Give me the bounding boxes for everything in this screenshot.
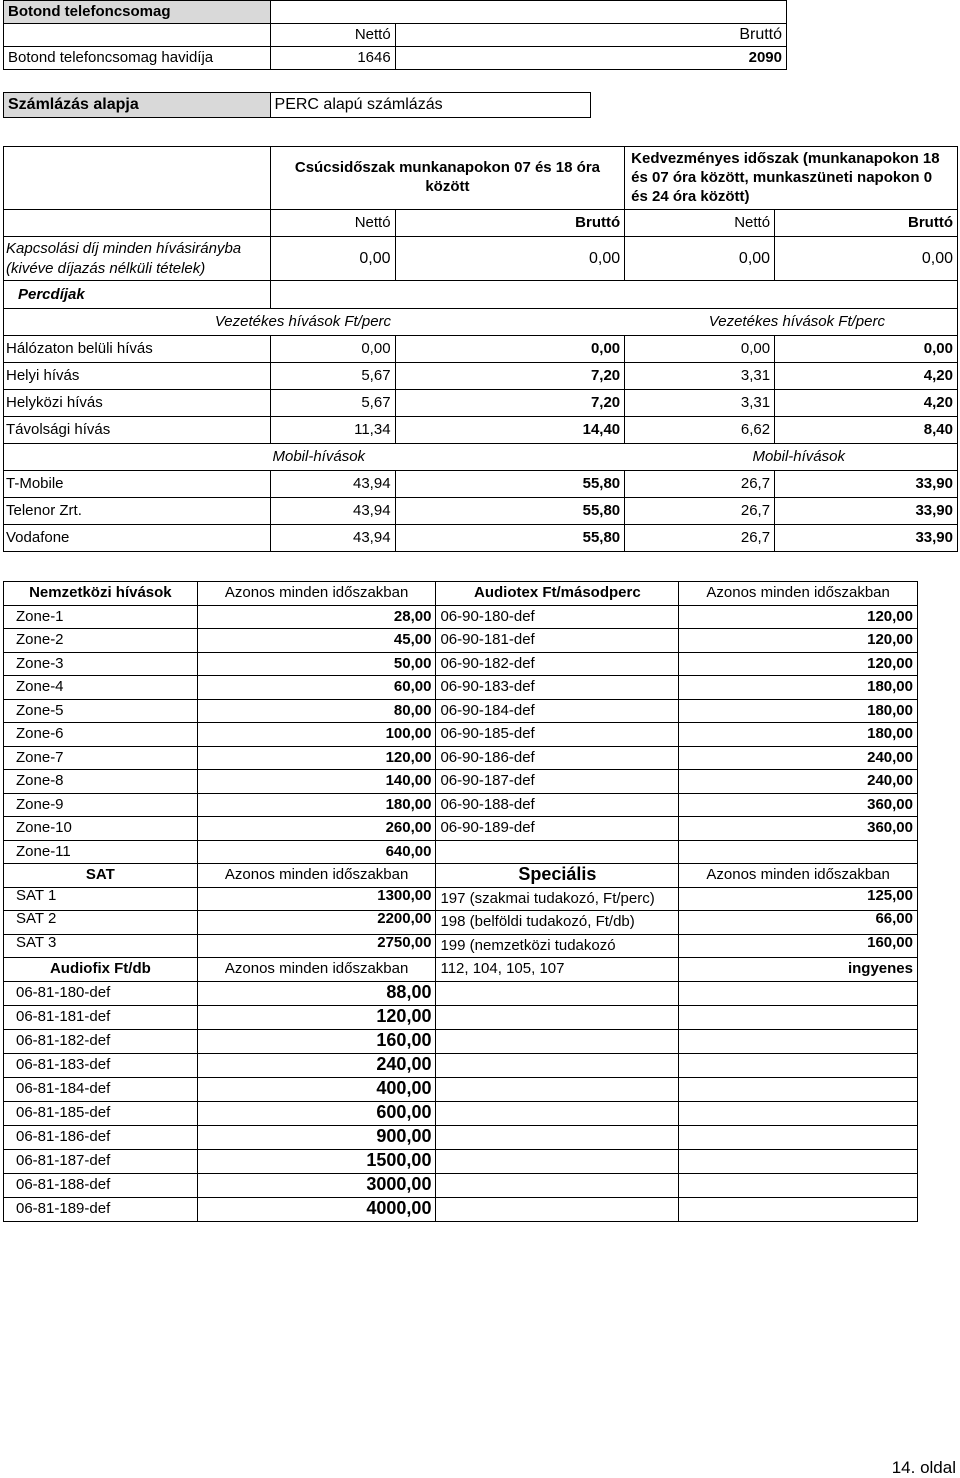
rate-row-label: Hálózaton belüli hívás — [4, 336, 271, 363]
peak-period-header: Csúcsidőszak munkanapokon 07 és 18 óra között — [270, 147, 624, 210]
rate-value: 4,20 — [775, 363, 958, 390]
audiotex-number — [436, 840, 679, 864]
intl-zone-row — [4, 840, 918, 864]
special-service: 197 (szakmai tudakozó, Ft/perc) — [436, 887, 679, 911]
rate-row-label: Helyi hívás — [4, 363, 271, 390]
empty-cell — [436, 1125, 679, 1149]
package-table — [3, 0, 787, 70]
rate-value: 3,31 — [625, 390, 775, 417]
sat-name: SAT 2 — [4, 911, 198, 935]
intl-header-4: Azonos minden időszakban — [679, 582, 918, 606]
billing-row — [4, 93, 591, 118]
wired-section-row — [4, 309, 958, 336]
mobile-section-row — [4, 444, 958, 471]
rate-value: 0,00 — [395, 336, 625, 363]
package-header-row — [4, 24, 787, 47]
wired-rate-row — [4, 417, 958, 444]
audiotex-number: 06-90-182-def — [436, 652, 679, 676]
mobile-section-label-offpeak: Mobil-hívások — [625, 444, 958, 471]
audiotex-number: 06-90-188-def — [436, 793, 679, 817]
rate-value: 26,7 — [625, 471, 775, 498]
audiofix-price: 600,00 — [197, 1101, 436, 1125]
audiotex-price: 120,00 — [679, 652, 918, 676]
audiofix-number: 06-81-186-def — [4, 1125, 198, 1149]
special-service: 199 (nemzetközi tudakozó — [436, 934, 679, 958]
intl-zone-row — [4, 746, 918, 770]
mobile-rate-row — [4, 498, 958, 525]
rate-row-label: Távolsági hívás — [4, 417, 271, 444]
audiofix-price: 3000,00 — [197, 1173, 436, 1197]
sat-row — [4, 911, 918, 935]
sat-header-3: Speciális — [436, 864, 679, 888]
audiofix-price: 160,00 — [197, 1029, 436, 1053]
rate-value: 3,31 — [625, 363, 775, 390]
empty-cell — [436, 1005, 679, 1029]
intl-header-3: Audiotex Ft/másodperc — [436, 582, 679, 606]
package-fee-row — [4, 47, 787, 70]
audiofix-number: 06-81-185-def — [4, 1101, 198, 1125]
audiofix-row — [4, 1149, 918, 1173]
empty-cell — [679, 1053, 918, 1077]
zone-name: Zone-11 — [4, 840, 198, 864]
audiofix-number: 06-81-180-def — [4, 981, 198, 1005]
zone-price: 80,00 — [197, 699, 436, 723]
audiofix-header-4: ingyenes — [679, 958, 918, 982]
rate-value: 7,20 — [395, 390, 625, 417]
rate-value: 6,62 — [625, 417, 775, 444]
billing-table — [3, 92, 591, 118]
rate-value: 4,20 — [775, 390, 958, 417]
connect-fee-label: Kapcsolási díj minden hívásirányba (kivéve díjazás nélküli tételek) — [4, 237, 271, 281]
intl-zone-row — [4, 652, 918, 676]
rate-value: 33,90 — [775, 471, 958, 498]
zone-price: 100,00 — [197, 723, 436, 747]
mobile-section-label-peak: Mobil-hívások — [4, 444, 396, 471]
rate-value: 0,00 — [270, 336, 395, 363]
percdijak-label: Percdíjak — [4, 281, 271, 309]
offpeak-period-header: Kedvezményes időszak (munkanapokon 18 és 07 óra között, munkaszüneti napokon 0 és 24 óra között) — [625, 147, 958, 210]
audiotex-price — [679, 840, 918, 864]
zone-price: 180,00 — [197, 793, 436, 817]
audiotex-number: 06-90-187-def — [436, 770, 679, 794]
zone-name: Zone-3 — [4, 652, 198, 676]
zone-price: 140,00 — [197, 770, 436, 794]
audiofix-row — [4, 1029, 918, 1053]
empty-cell — [679, 1197, 918, 1221]
audiofix-price: 88,00 — [197, 981, 436, 1005]
sat-header-4: Azonos minden időszakban — [679, 864, 918, 888]
rate-value: 7,20 — [395, 363, 625, 390]
audiofix-price: 400,00 — [197, 1077, 436, 1101]
wired-rate-row — [4, 336, 958, 363]
netto-brutto-row — [4, 210, 958, 237]
rate-value: 43,94 — [270, 525, 395, 552]
intl-zone-row — [4, 629, 918, 653]
package-fee-netto: 1646 — [270, 47, 395, 70]
wired-rate-row — [4, 390, 958, 417]
special-price: 66,00 — [679, 911, 918, 935]
audiofix-row — [4, 981, 918, 1005]
audiotex-number: 06-90-185-def — [436, 723, 679, 747]
audiofix-row — [4, 1005, 918, 1029]
audiofix-number: 06-81-184-def — [4, 1077, 198, 1101]
rate-value: 33,90 — [775, 498, 958, 525]
empty-cell — [436, 1173, 679, 1197]
audiofix-row — [4, 1125, 918, 1149]
zone-price: 50,00 — [197, 652, 436, 676]
package-title-row — [4, 1, 787, 24]
wired-section-label-peak: Vezetékes hívások Ft/perc — [4, 309, 396, 336]
zone-price: 45,00 — [197, 629, 436, 653]
audiofix-price: 120,00 — [197, 1005, 436, 1029]
audiotex-price: 180,00 — [679, 723, 918, 747]
package-netto-header: Nettó — [270, 24, 395, 47]
zone-name: Zone-1 — [4, 605, 198, 629]
empty-cell — [679, 1101, 918, 1125]
zone-name: Zone-5 — [4, 699, 198, 723]
mobile-rows — [4, 471, 958, 552]
audiotex-price: 120,00 — [679, 629, 918, 653]
audiotex-number: 06-90-189-def — [436, 817, 679, 841]
zone-price: 640,00 — [197, 840, 436, 864]
intl-zone-row — [4, 770, 918, 794]
audiofix-header-1: Audiofix Ft/db — [4, 958, 198, 982]
mobile-rate-row — [4, 471, 958, 498]
intl-rows — [4, 605, 918, 864]
billing-label: Számlázás alapja — [4, 93, 271, 118]
col-netto-offpeak: Nettó — [625, 210, 775, 237]
audiotex-number: 06-90-186-def — [436, 746, 679, 770]
package-fee-label: Botond telefoncsomag havidíja — [4, 47, 271, 70]
intl-zone-row — [4, 699, 918, 723]
audiofix-row — [4, 1053, 918, 1077]
audiofix-number: 06-81-189-def — [4, 1197, 198, 1221]
connect-fee-value: 0,00 — [775, 237, 958, 281]
audiotex-price: 240,00 — [679, 770, 918, 794]
zone-name: Zone-8 — [4, 770, 198, 794]
rate-value: 55,80 — [395, 498, 625, 525]
intl-zone-row — [4, 817, 918, 841]
sat-row — [4, 887, 918, 911]
special-price: 125,00 — [679, 887, 918, 911]
empty-cell — [679, 1029, 918, 1053]
rate-value: 55,80 — [395, 471, 625, 498]
audiofix-price: 4000,00 — [197, 1197, 436, 1221]
audiofix-header-2: Azonos minden időszakban — [197, 958, 436, 982]
rate-value: 0,00 — [625, 336, 775, 363]
intl-zone-row — [4, 793, 918, 817]
sat-header-row — [4, 864, 918, 888]
col-netto-peak: Nettó — [270, 210, 395, 237]
audiotex-price: 360,00 — [679, 793, 918, 817]
audiotex-price: 120,00 — [679, 605, 918, 629]
empty-cell — [436, 1101, 679, 1125]
zone-name: Zone-4 — [4, 676, 198, 700]
zone-name: Zone-7 — [4, 746, 198, 770]
tariff-table — [3, 146, 958, 552]
empty-cell — [679, 1077, 918, 1101]
rate-value: 55,80 — [395, 525, 625, 552]
audiofix-price: 1500,00 — [197, 1149, 436, 1173]
empty-cell — [436, 1149, 679, 1173]
empty-cell — [679, 981, 918, 1005]
rate-value: 26,7 — [625, 525, 775, 552]
intl-zone-row — [4, 723, 918, 747]
package-title: Botond telefoncsomag — [4, 1, 271, 24]
empty-cell — [436, 1029, 679, 1053]
rate-value: 43,94 — [270, 471, 395, 498]
rate-value: 33,90 — [775, 525, 958, 552]
sat-price: 2750,00 — [197, 934, 436, 958]
sat-rows — [4, 887, 918, 958]
rate-value: 11,34 — [270, 417, 395, 444]
empty-cell — [436, 1197, 679, 1221]
audiofix-number: 06-81-181-def — [4, 1005, 198, 1029]
zone-name: Zone-2 — [4, 629, 198, 653]
rate-value: 8,40 — [775, 417, 958, 444]
audiofix-header-3: 112, 104, 105, 107 — [436, 958, 679, 982]
audiofix-header-row — [4, 958, 918, 982]
rate-value: 5,67 — [270, 390, 395, 417]
sat-header-2: Azonos minden időszakban — [197, 864, 436, 888]
connect-fee-row — [4, 237, 958, 281]
page-number: 14. oldal — [891, 1458, 956, 1477]
zone-price: 260,00 — [197, 817, 436, 841]
intl-zone-row — [4, 676, 918, 700]
special-price: 160,00 — [679, 934, 918, 958]
period-header-row — [4, 147, 958, 210]
audiofix-number: 06-81-182-def — [4, 1029, 198, 1053]
empty-cell — [679, 1149, 918, 1173]
connect-fee-value: 0,00 — [625, 237, 775, 281]
audiofix-number: 06-81-187-def — [4, 1149, 198, 1173]
zone-name: Zone-9 — [4, 793, 198, 817]
sat-header-1: SAT — [4, 864, 198, 888]
zone-price: 28,00 — [197, 605, 436, 629]
empty-cell — [679, 1125, 918, 1149]
audiofix-number: 06-81-188-def — [4, 1173, 198, 1197]
rate-value: 43,94 — [270, 498, 395, 525]
rate-value: 5,67 — [270, 363, 395, 390]
empty-cell — [436, 1077, 679, 1101]
zone-price: 60,00 — [197, 676, 436, 700]
audiotex-price: 180,00 — [679, 699, 918, 723]
connect-fee-value: 0,00 — [270, 237, 395, 281]
percdijak-row — [4, 281, 958, 309]
audiofix-number: 06-81-183-def — [4, 1053, 198, 1077]
audiofix-row — [4, 1077, 918, 1101]
wired-rows — [4, 336, 958, 444]
mobile-rate-row — [4, 525, 958, 552]
audiofix-rows — [4, 981, 918, 1221]
zone-name: Zone-6 — [4, 723, 198, 747]
sat-price: 1300,00 — [197, 887, 436, 911]
empty-cell — [679, 1005, 918, 1029]
sat-name: SAT 3 — [4, 934, 198, 958]
rate-value: 26,7 — [625, 498, 775, 525]
empty-cell — [679, 1173, 918, 1197]
audiofix-price: 900,00 — [197, 1125, 436, 1149]
package-fee-brutto: 2090 — [395, 47, 786, 70]
audiotex-price: 180,00 — [679, 676, 918, 700]
special-service: 198 (belföldi tudakozó, Ft/db) — [436, 911, 679, 935]
zone-name: Zone-10 — [4, 817, 198, 841]
audiotex-number: 06-90-181-def — [436, 629, 679, 653]
intl-zone-row — [4, 605, 918, 629]
audiofix-row — [4, 1173, 918, 1197]
rate-row-label: Vodafone — [4, 525, 271, 552]
audiotex-number: 06-90-184-def — [436, 699, 679, 723]
sat-price: 2200,00 — [197, 911, 436, 935]
col-brutto-peak: Bruttó — [395, 210, 625, 237]
billing-value: PERC alapú számlázás — [270, 93, 590, 118]
rate-value: 0,00 — [775, 336, 958, 363]
sat-row — [4, 934, 918, 958]
audiofix-price: 240,00 — [197, 1053, 436, 1077]
connect-fee-value: 0,00 — [395, 237, 625, 281]
wired-rate-row — [4, 363, 958, 390]
empty-cell — [436, 981, 679, 1005]
intl-header-2: Azonos minden időszakban — [197, 582, 436, 606]
audiotex-number: 06-90-180-def — [436, 605, 679, 629]
rate-value: 14,40 — [395, 417, 625, 444]
package-brutto-header: Bruttó — [395, 24, 786, 47]
col-brutto-offpeak: Bruttó — [775, 210, 958, 237]
empty-cell — [436, 1053, 679, 1077]
international-table — [3, 581, 918, 1222]
zone-price: 120,00 — [197, 746, 436, 770]
sat-name: SAT 1 — [4, 887, 198, 911]
audiofix-row — [4, 1197, 918, 1221]
intl-header-1: Nemzetközi hívások — [4, 582, 198, 606]
rate-row-label: Helyközi hívás — [4, 390, 271, 417]
audiotex-price: 360,00 — [679, 817, 918, 841]
audiofix-row — [4, 1101, 918, 1125]
intl-header-row — [4, 582, 918, 606]
audiotex-price: 240,00 — [679, 746, 918, 770]
wired-section-label-offpeak: Vezetékes hívások Ft/perc — [625, 309, 958, 336]
audiotex-number: 06-90-183-def — [436, 676, 679, 700]
rate-row-label: T-Mobile — [4, 471, 271, 498]
rate-row-label: Telenor Zrt. — [4, 498, 271, 525]
